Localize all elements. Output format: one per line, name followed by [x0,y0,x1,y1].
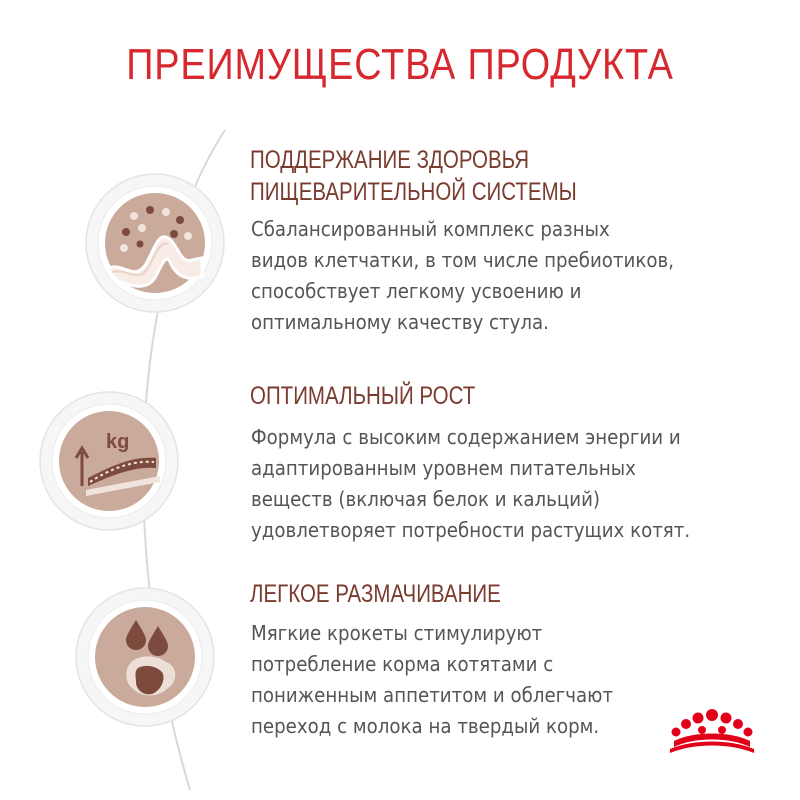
text-line: Сбалансированный комплекс разных [251,217,610,241]
benefit-heading-rehydration [250,578,501,610]
benefit-heading-digestion [250,144,577,208]
heading-line: ОПТИМАЛЬНЫЙ РОСТ [250,382,476,410]
growth-kg-icon [38,390,180,532]
heading-line: ПИЩЕВАРИТЕЛЬНОЙ СИСТЕМЫ [250,178,577,206]
benefit-heading-growth [250,380,475,412]
text-line: способствует легкому усвоению и [251,279,582,303]
text-line: оптимальному качеству стула. [251,310,549,334]
heading-line: ЛЕГКОЕ РАЗМАЧИВАНИЕ [250,580,501,608]
text-line: веществ (включая белок и кальций) [251,487,601,511]
benefit-text-rehydration [251,618,613,742]
text-line: переход с молока на твердый корм. [251,714,600,738]
text-line: пониженным аппетитом и облегчают [251,683,614,707]
benefit-text-growth [251,422,690,546]
royal-canin-crown-logo [664,705,760,755]
kg-label: kg [106,431,130,453]
text-line: Формула с высоким содержанием энергии и [251,425,681,449]
benefit-text-digestion [251,214,674,338]
text-line: видов клетчатки, в том числе пребиотиков, [251,248,674,272]
page-title: ПРЕИМУЩЕСТВА ПРОДУКТА [126,40,674,89]
text-line: потребление корма котятами с [251,652,554,676]
text-line: удовлетворяет потребности растущих котят. [251,518,691,542]
digestion-icon [84,172,226,314]
rehydration-icon [74,586,216,728]
text-line: адаптированным уровнем питательных [251,456,636,480]
text-line: Мягкие крокеты стимулируют [251,621,543,645]
heading-line: ПОДДЕРЖАНИЕ ЗДОРОВЬЯ [250,146,530,174]
